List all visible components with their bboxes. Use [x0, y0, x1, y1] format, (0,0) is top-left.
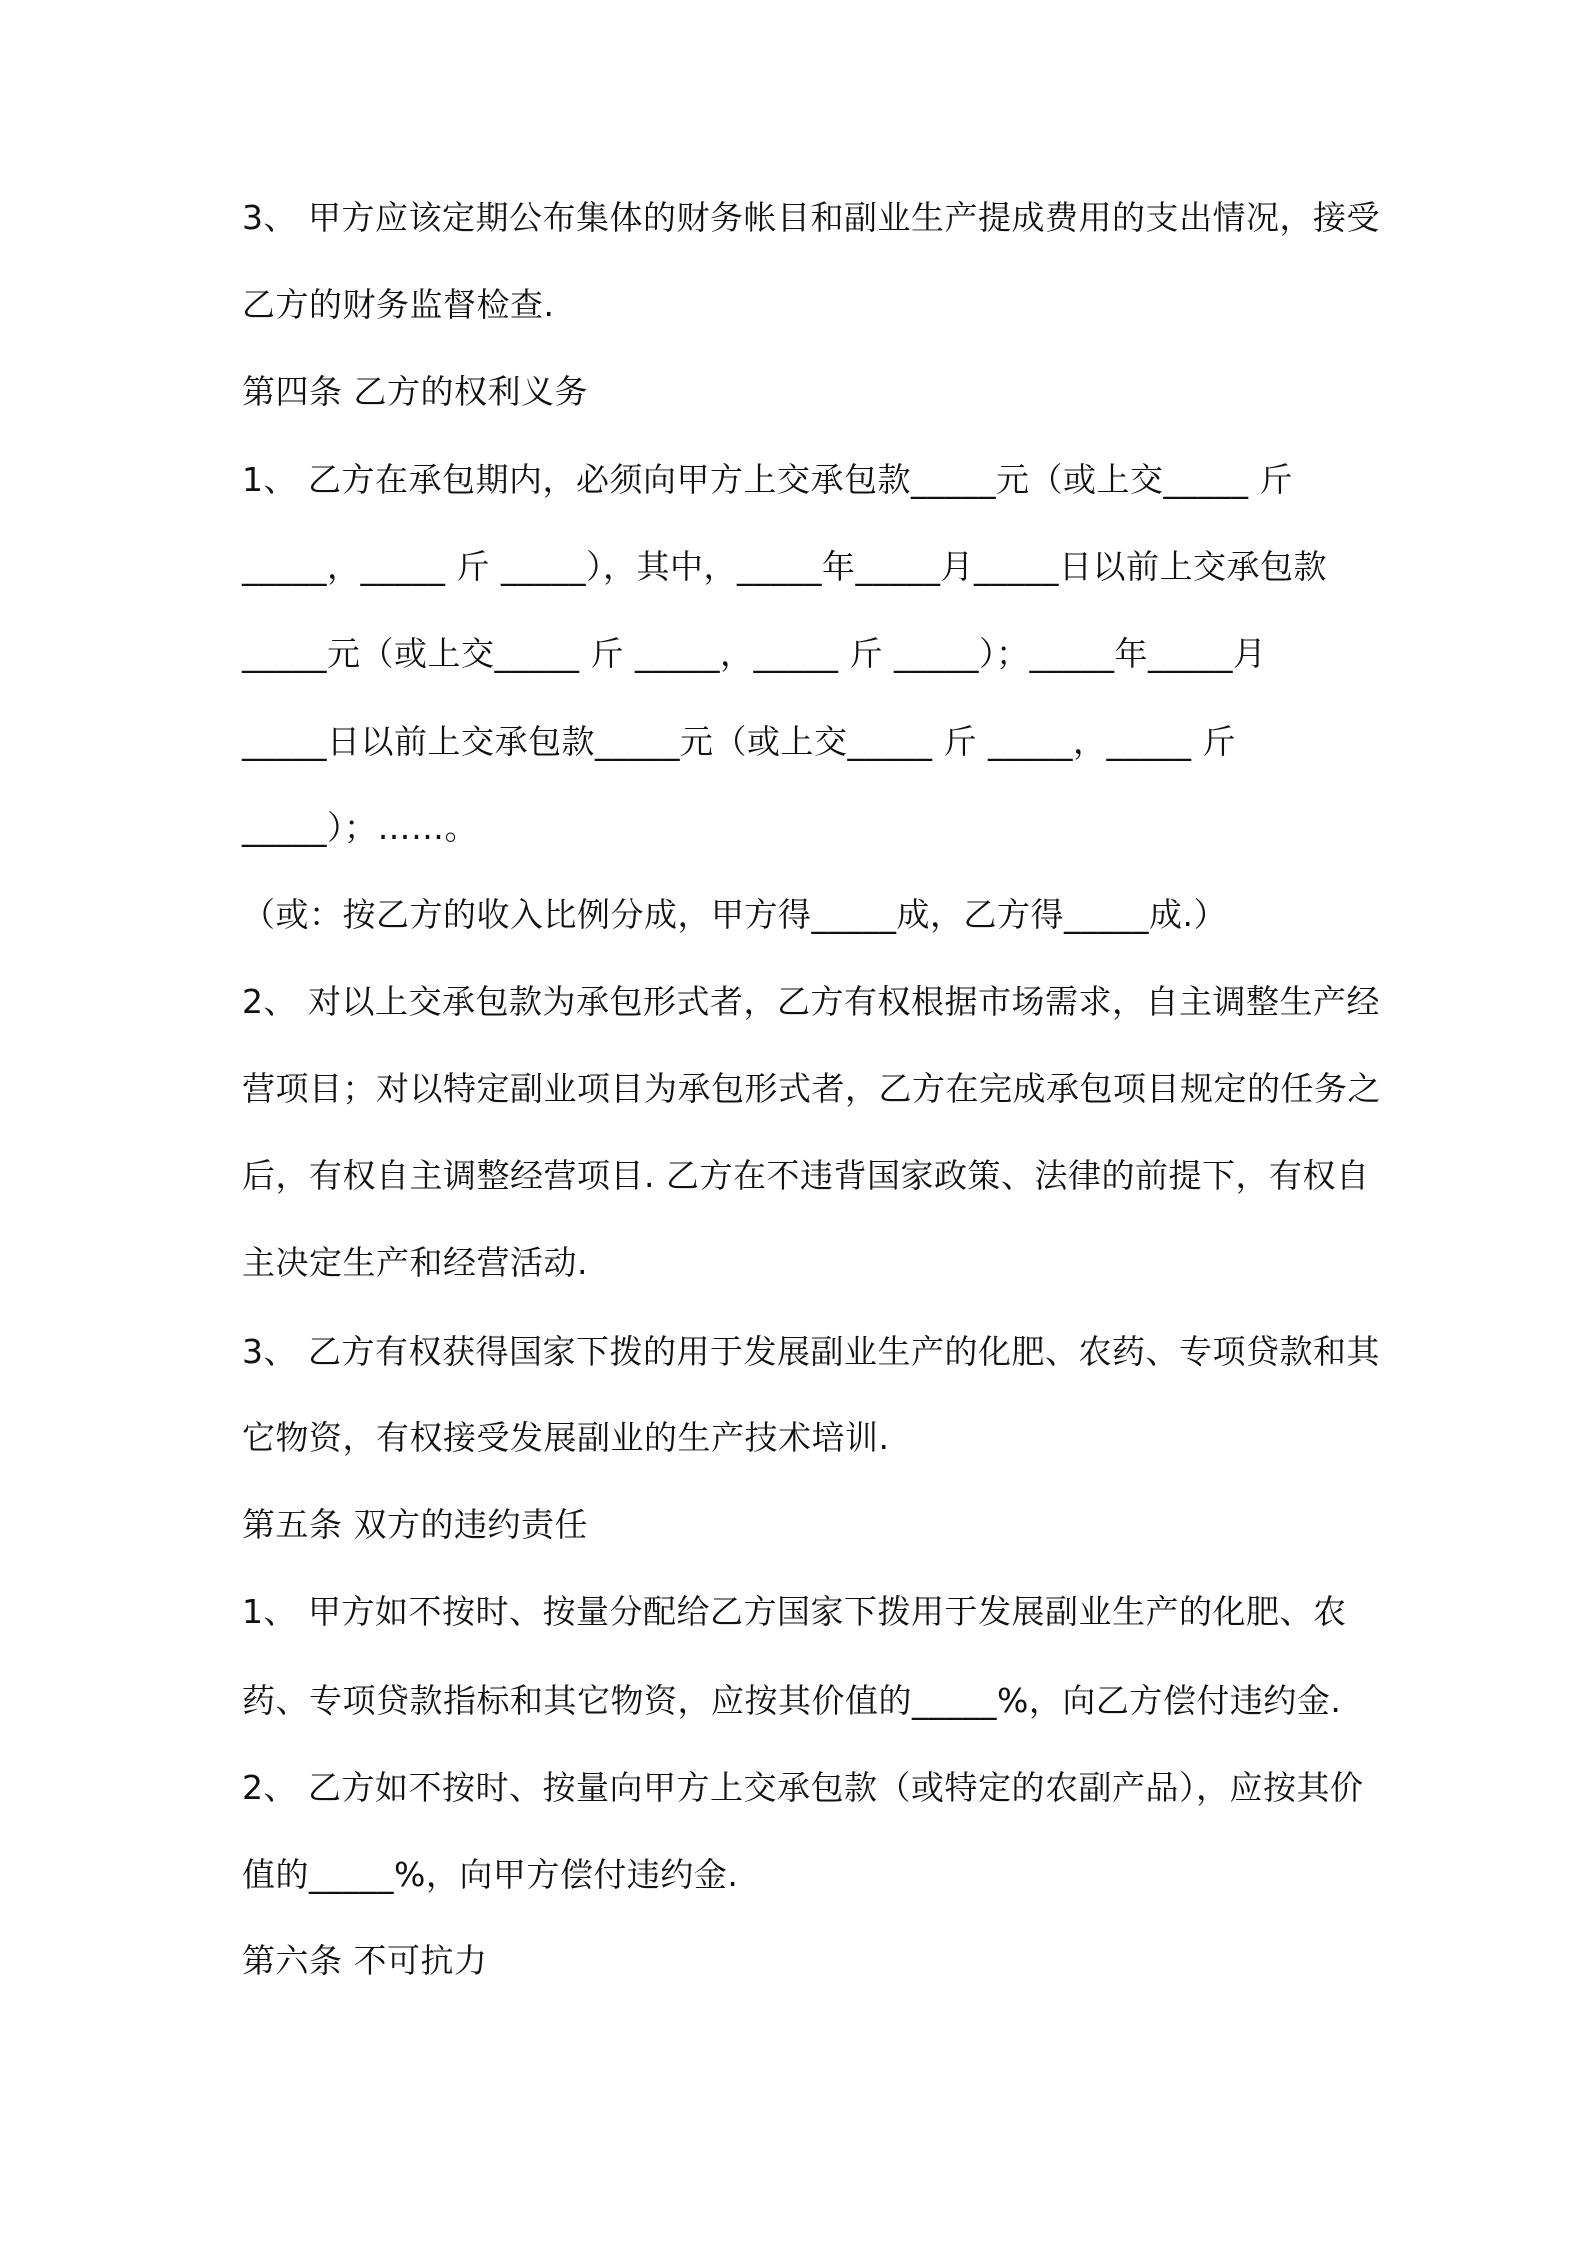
paragraph-line: 1、 乙方在承包期内，必须向甲方上交承包款_____元（或上交_____ 斤	[242, 460, 1293, 499]
paragraph-line: 主决定生产和经营活动.	[242, 1243, 588, 1282]
paragraph-line: 3、 乙方有权获得国家下拨的用于发展副业生产的化肥、农药、专项贷款和其	[242, 1332, 1380, 1371]
paragraph-line: 值的_____%，向甲方偿付违约金.	[242, 1855, 739, 1894]
paragraph-line: 药、专项贷款指标和其它物资，应按其价值的_____%，向乙方偿付违约金.	[242, 1681, 1342, 1720]
paragraph-line: 它物资，有权接受发展副业的生产技术培训.	[242, 1418, 890, 1457]
paragraph-line: _____）；……。	[242, 808, 478, 847]
section-heading: 第四条 乙方的权利义务	[242, 372, 588, 411]
paragraph-line: 2、 对以上交承包款为承包形式者，乙方有权根据市场需求，自主调整生产经	[242, 982, 1380, 1021]
paragraph-line: 营项目；对以特定副业项目为承包形式者，乙方在完成承包项目规定的任务之	[242, 1069, 1381, 1108]
paragraph-line: _____日以前上交承包款_____元（或上交_____ 斤 _____，_____ 斤	[242, 722, 1236, 761]
section-heading: 第五条 双方的违约责任	[242, 1505, 588, 1544]
paragraph-line: _____元（或上交_____ 斤 _____，_____ 斤 _____）；_____年_____月	[242, 634, 1267, 673]
paragraph-line: （或：按乙方的收入比例分成，甲方得_____成，乙方得_____成.）	[242, 895, 1227, 934]
paragraph-line: 2、 乙方如不按时、按量向甲方上交承包款（或特定的农副产品），应按其价	[242, 1768, 1364, 1807]
section-heading: 第六条 不可抗力	[242, 1941, 488, 1980]
paragraph-line: _____，_____ 斤 _____），其中，_____年_____月_____日以前上交承包款	[242, 547, 1327, 586]
paragraph-line: 后，有权自主调整经营项目. 乙方在不违背国家政策、法律的前提下，有权自	[242, 1156, 1370, 1195]
paragraph-line: 3、 甲方应该定期公布集体的财务帐目和副业生产提成费用的支出情况，接受	[242, 198, 1380, 237]
paragraph-line: 1、 甲方如不按时、按量分配给乙方国家下拨用于发展副业生产的化肥、农	[242, 1592, 1347, 1631]
paragraph-line: 乙方的财务监督检查.	[242, 285, 555, 324]
